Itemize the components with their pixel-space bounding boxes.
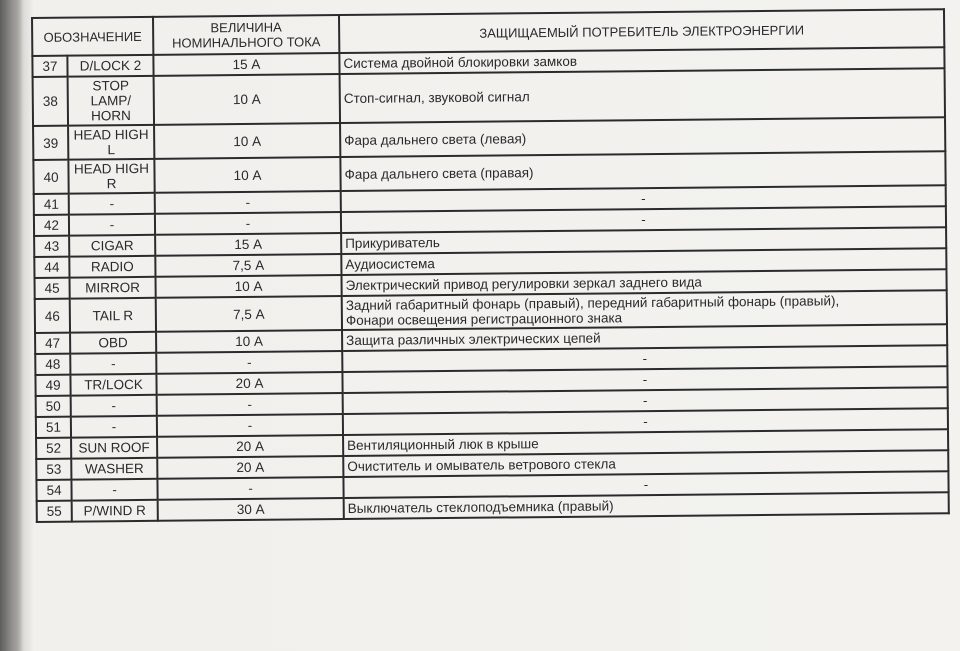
fuse-designation: STOP LAMP/ HORN [68,76,154,126]
fuse-consumer [340,117,945,157]
fuse-designation: TR/LOCK [70,374,156,396]
fuse-current: 7,5 А [156,296,342,332]
table-row [33,68,945,126]
fuse-designation: RADIO [69,256,155,278]
fuse-current: 10 А [154,74,340,125]
fuse-number: 40 [33,160,68,194]
fuse-designation: - [71,416,157,438]
fuse-consumer [340,68,945,123]
fuse-number: 48 [35,354,70,375]
header-rated-current [153,15,339,55]
fuse-number: 52 [36,438,71,459]
header-designation: ОБОЗНАЧЕНИЕ [32,17,153,56]
fuse-number: 47 [35,333,70,354]
fuse-number: 45 [35,278,70,299]
fuse-designation: HEAD HIGH R [68,159,154,194]
consumer-line: Вентиляционный люк в крыше [347,436,539,453]
consumer-line: - [643,414,648,430]
fuse-current: 10 А [154,123,340,159]
fuse-designation: - [69,214,155,236]
book-spine-shadow [0,0,24,651]
fuse-designation: - [71,395,157,417]
fuse-designation: P/WIND R [72,500,158,522]
consumer-line: Защита различных электрических цепей [346,330,601,348]
fuse-number: 51 [36,417,71,438]
consumer-line: Фара дальнего света (левая) [344,130,527,148]
fuse-current: - [155,191,341,214]
fuse-designation: HEAD HIGH L [68,125,154,160]
fuse-current: - [157,393,343,416]
fuse-current: 7,5 А [155,254,341,277]
fuse-current: 10 А [156,330,342,353]
fuse-current: - [155,212,341,235]
fuse-number: 43 [34,236,69,257]
fuse-current: - [157,414,343,437]
consumer-line: Система двойной блокировки замков [343,53,578,72]
fuse-designation: TAIL R [70,298,156,333]
consumer-line: Стоп-сигнал, звуковой сигнал [343,89,530,107]
fuse-designation: MIRROR [70,277,156,299]
fuse-number: 41 [34,194,69,215]
consumer-line: Фара дальнего света (правая) [344,164,534,182]
consumer-line: Электрический привод регулировки зеркал заднего вида [345,274,702,293]
fuse-number: 53 [36,459,71,480]
fuse-consumer [342,290,947,330]
header-consumer: ЗАЩИЩАЕМЫЙ ПОТРЕБИТЕЛЬ ЭЛЕКТРОЭНЕРГИИ [339,9,944,53]
fuse-designation: CIGAR [69,235,155,257]
header-current-line2: НОМИНАЛЬНОГО ТОКА [172,34,321,51]
consumer-line: - [642,351,648,367]
fuse-current: 20 А [156,372,342,395]
fuse-number: 39 [33,126,68,160]
fuse-current: 15 А [153,53,339,76]
fuse-current: - [157,477,343,500]
fuse-designation: - [70,353,156,375]
fuse-designation: - [69,193,155,215]
fuse-table-body [32,47,948,522]
consumer-line: Задний габаритный фонарь (правый), передний габаритный фонарь (правый), [345,293,840,313]
fuse-designation: OBD [70,332,156,354]
fuse-number: 46 [35,299,70,333]
fuse-number: 54 [36,480,71,501]
consumer-line: - [641,212,646,228]
fuse-number: 38 [33,77,68,126]
consumer-line: Аудиосистема [345,256,435,272]
fuse-current: 30 А [158,498,344,521]
fuse-current: 20 А [157,456,343,479]
fuse-number: 49 [35,375,70,396]
fuse-current: 10 А [155,275,341,298]
fuse-consumer [340,151,945,191]
consumer-line: - [642,372,648,388]
consumer-line: - [642,393,648,409]
fuse-designation: SUN ROOF [71,437,157,459]
fuse-current: - [156,351,342,374]
fuse-designation: D/LOCK 2 [67,55,153,77]
fuse-consumer [344,492,949,519]
fuse-number: 44 [34,257,69,278]
consumer-line: Прикуриватель [345,235,440,251]
fuse-number: 55 [37,501,72,522]
fuse-number: 50 [36,396,71,417]
fuse-current: 10 А [154,157,340,193]
consumer-line: - [643,477,649,493]
fuse-designation: WASHER [71,458,157,480]
fuse-number: 37 [32,56,67,77]
fuse-designation: - [71,479,157,501]
fuse-current: 15 А [155,233,341,256]
fuse-table [31,8,950,523]
header-current-line1: ВЕЛИЧИНА [210,19,282,36]
fuse-current: 20 А [157,435,343,458]
consumer-line: - [640,191,646,207]
consumer-line: Выключатель стеклоподъемника (правый) [347,498,614,516]
fuse-number: 42 [34,215,69,236]
consumer-line: Фонари освещения регистрационного знака [345,310,623,328]
consumer-line: Очиститель и омыватель ветрового стекла [347,456,616,474]
